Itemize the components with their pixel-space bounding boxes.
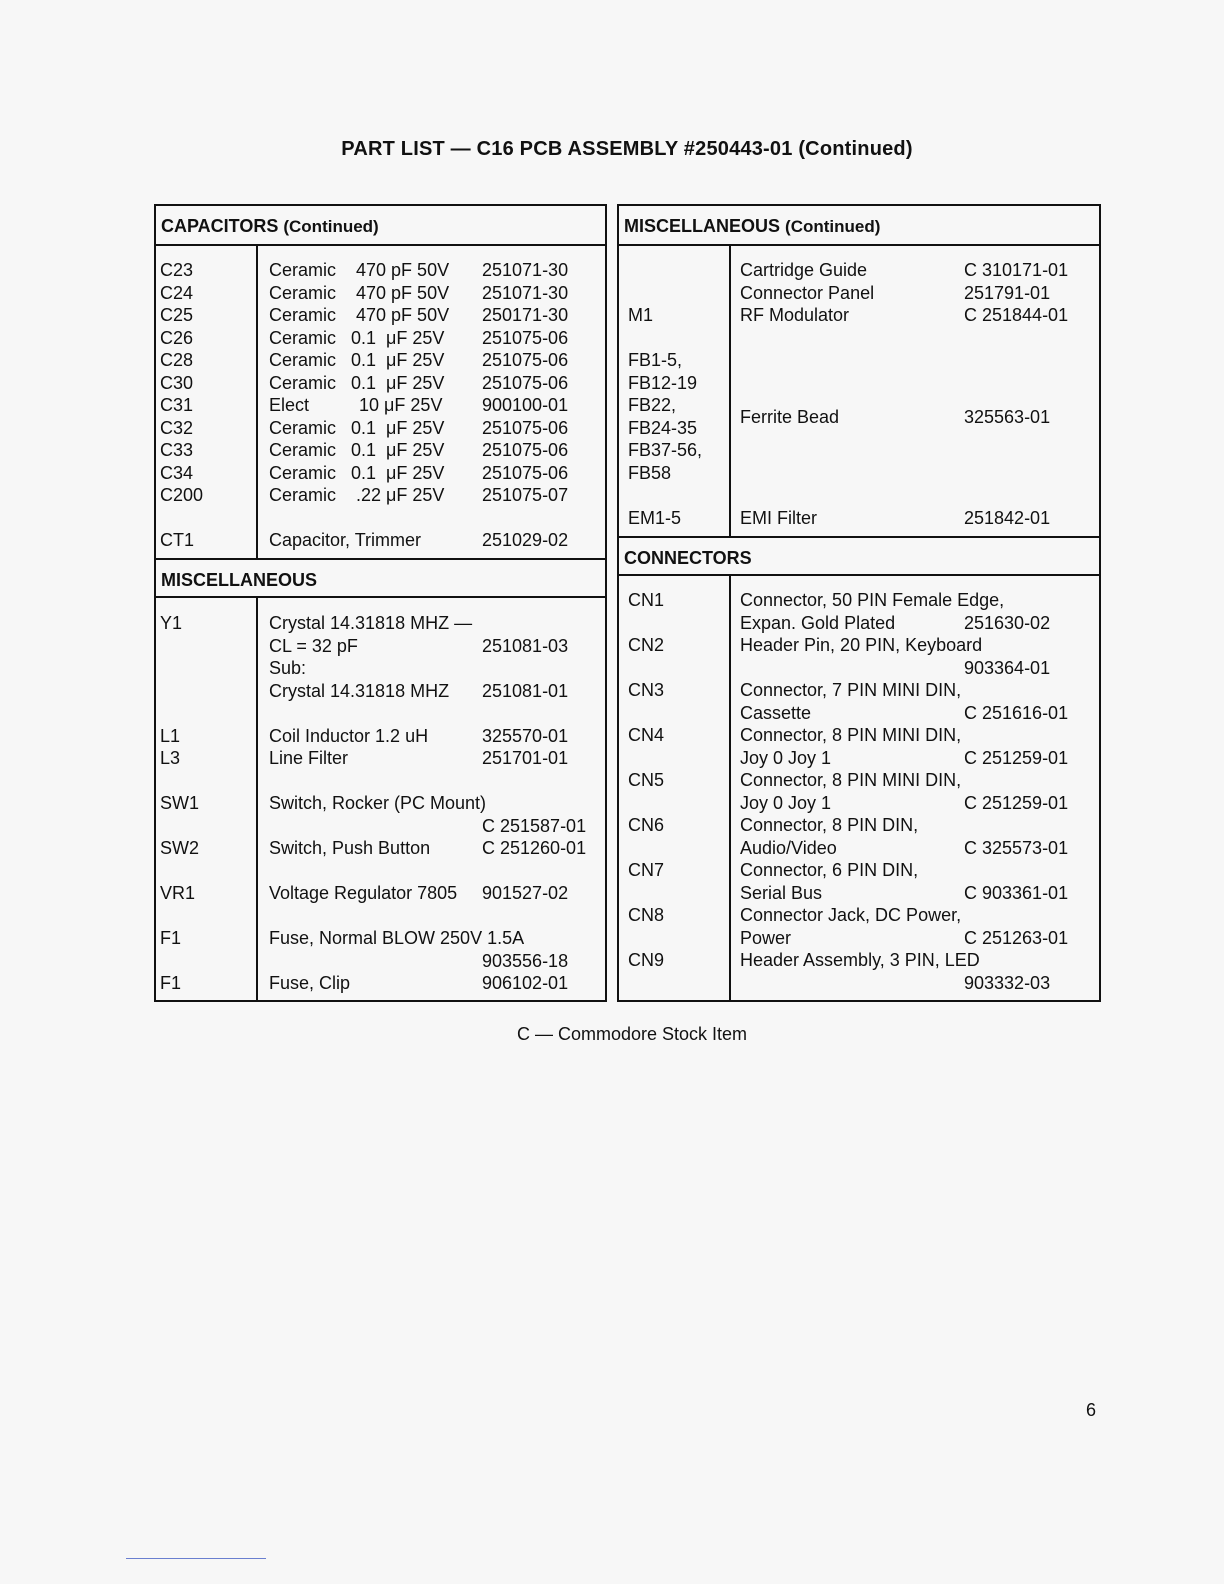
table-row-desc: Connector Panel	[740, 282, 875, 303]
column-divider	[729, 576, 731, 1000]
table-row-desc: Ceramic 0.1 μF 25V	[269, 327, 445, 348]
table-row-part: 251071-30	[482, 282, 569, 303]
table-row-part: 251075-06	[482, 327, 569, 348]
table-row-part: C 325573-01	[964, 837, 1069, 858]
table-row-desc: CL = 32 pF	[269, 635, 358, 656]
table-row-desc: Connector, 8 PIN MINI DIN,	[740, 770, 962, 790]
table-row-desc: Connector, 6 PIN DIN,	[740, 860, 919, 880]
table-row-part: 900100-01	[482, 395, 569, 415]
table-row-part: 251842-01	[964, 507, 1051, 528]
table-row-ref: FB24-35	[628, 417, 698, 438]
table-row-part: 251081-01	[482, 680, 569, 701]
edge-divider	[126, 1558, 266, 1559]
table-row-ref: SW1	[160, 793, 200, 813]
table-row-part: C 251844-01	[964, 305, 1069, 325]
table-row-desc: Audio/Video	[740, 837, 837, 858]
table-row-desc: Crystal 14.31818 MHZ	[269, 680, 450, 701]
table-row-desc: Ceramic 0.1 μF 25V	[269, 462, 445, 483]
table-row-part: 901527-02	[482, 883, 569, 903]
connectors-heading: CONNECTORS	[624, 548, 752, 568]
table-row-ref: M1	[628, 305, 654, 325]
table-row-ref: CN2	[628, 635, 665, 655]
table-row-part: 251075-06	[482, 440, 569, 460]
column-divider	[256, 598, 258, 1000]
table-row-part: C 251616-01	[964, 702, 1069, 723]
table-row-desc: Voltage Regulator 7805	[269, 883, 458, 903]
table-row-ref: CT1	[160, 530, 195, 550]
table-row-part: 250171-30	[482, 305, 569, 325]
table-row-desc: Ceramic 0.1 μF 25V	[269, 372, 445, 393]
table-row-ref: CN7	[628, 860, 665, 880]
table-row-desc: Cassette	[740, 702, 812, 723]
left-parts-table	[154, 204, 607, 1002]
table-row-part: C 310171-01	[964, 260, 1069, 280]
table-row-part: C 251587-01	[482, 815, 587, 836]
table-row-desc: Ceramic .22 μF 25V	[269, 485, 445, 505]
misc-continued-heading: MISCELLANEOUS	[624, 216, 781, 236]
table-row-part: 325570-01	[482, 725, 569, 746]
table-row-ref: C200	[160, 485, 204, 505]
table-row-part: C 903361-01	[964, 882, 1069, 903]
table-row-part: 251075-06	[482, 350, 569, 370]
table-row-part: C 251263-01	[964, 927, 1069, 948]
table-row-ref: CN1	[628, 590, 665, 610]
table-row-desc: Header Pin, 20 PIN, Keyboard	[740, 635, 983, 655]
table-row-desc: Ceramic 0.1 μF 25V	[269, 417, 445, 438]
right-parts-table	[617, 204, 1101, 1002]
misc-continued-header	[619, 206, 1099, 246]
table-row-ref: C24	[160, 282, 194, 303]
column-divider	[256, 246, 258, 560]
table-row-desc: Coil Inductor 1.2 uH	[269, 725, 429, 746]
table-row-desc: Ceramic 470 pF 50V	[269, 260, 450, 280]
table-row-part: 251791-01	[964, 282, 1051, 303]
misc-continued-heading-note: (Continued)	[785, 217, 881, 236]
table-row-ref: FB37-56,	[628, 440, 703, 460]
table-row-ref: C26	[160, 327, 194, 348]
capacitors-header	[156, 206, 605, 246]
table-row-desc: EMI Filter	[740, 507, 818, 528]
table-row-ref: CN6	[628, 815, 665, 835]
table-row-ref: F1	[160, 928, 182, 948]
table-row-desc: Ceramic 0.1 μF 25V	[269, 350, 445, 370]
table-row-ref: FB22,	[628, 395, 677, 415]
table-row-ref: CN4	[628, 725, 665, 745]
capacitors-heading-note: (Continued)	[283, 217, 379, 236]
table-row-desc: Capacitor, Trimmer	[269, 530, 422, 550]
table-row-desc: Power	[740, 927, 792, 948]
table-row-ref: F1	[160, 973, 182, 993]
table-row-desc: Ceramic 470 pF 50V	[269, 305, 450, 325]
table-row-ref: C32	[160, 417, 194, 438]
table-row-part: C 251259-01	[964, 747, 1069, 768]
table-row-desc: Fuse, Normal BLOW 250V 1.5A	[269, 928, 525, 948]
capacitors-heading: CAPACITORS	[161, 216, 279, 236]
table-row-part: C 251260-01	[482, 838, 587, 858]
table-row-part: 903364-01	[964, 657, 1051, 678]
table-row-part: 906102-01	[482, 973, 569, 993]
table-row-part: 251075-06	[482, 372, 569, 393]
page-title: PART LIST — C16 PCB ASSEMBLY #250443-01 (Continued)	[341, 138, 913, 160]
table-row-ref: FB12-19	[628, 372, 698, 393]
table-row-part: 251071-30	[482, 260, 569, 280]
table-row-part: 251029-02	[482, 530, 569, 550]
miscellaneous-heading: MISCELLANEOUS	[161, 570, 318, 590]
table-row-desc: Crystal 14.31818 MHZ —	[269, 613, 473, 633]
ferrite-bead-part: 325563-01	[964, 407, 1051, 427]
table-row-ref: CN3	[628, 680, 665, 700]
table-row-desc: Serial Bus	[740, 882, 823, 903]
table-row-ref: SW2	[160, 838, 200, 858]
footnote: C — Commodore Stock Item	[516, 1024, 748, 1044]
table-row-ref: FB1-5,	[628, 350, 683, 370]
table-row-desc: Joy 0 Joy 1	[740, 747, 832, 768]
table-row-desc: Cartridge Guide	[740, 260, 868, 280]
table-row-ref: C31	[160, 395, 194, 415]
table-row-ref: FB58	[628, 462, 672, 483]
table-row-desc: Connector, 8 PIN DIN,	[740, 815, 919, 835]
table-row-desc: Connector Jack, DC Power,	[740, 905, 962, 925]
ferrite-bead-desc: Ferrite Bead	[740, 407, 840, 427]
table-row-ref: Y1	[160, 613, 183, 633]
table-row-part: C 251259-01	[964, 792, 1069, 813]
table-row-desc: Elect 10 μF 25V	[269, 395, 443, 415]
table-row-ref: C28	[160, 350, 194, 370]
table-row-ref: C30	[160, 372, 194, 393]
table-row-ref: EM1-5	[628, 507, 682, 528]
table-row-ref: L3	[160, 748, 181, 768]
table-row-desc: Expan. Gold Plated	[740, 612, 896, 633]
page-number: 6	[1086, 1400, 1097, 1420]
table-row-ref: CN8	[628, 905, 665, 925]
table-row-desc: Joy 0 Joy 1	[740, 792, 832, 813]
table-row-ref: CN5	[628, 770, 665, 790]
table-row-part: 251081-03	[482, 635, 569, 656]
table-row-desc: Connector, 50 PIN Female Edge,	[740, 590, 1005, 610]
table-row-ref: C33	[160, 440, 194, 460]
table-row-ref: C34	[160, 462, 194, 483]
table-row-ref: CN9	[628, 950, 665, 970]
table-row-part: 903556-18	[482, 950, 569, 971]
table-row-part: 251075-07	[482, 485, 569, 505]
column-divider	[729, 246, 731, 536]
table-row-ref: VR1	[160, 883, 196, 903]
miscellaneous-header	[156, 558, 605, 598]
table-row-desc: Connector, 8 PIN MINI DIN,	[740, 725, 962, 745]
table-row-desc: Switch, Push Button	[269, 838, 431, 858]
table-row-desc: RF Modulator	[740, 305, 850, 325]
table-row-desc: Ceramic 0.1 μF 25V	[269, 440, 445, 460]
table-row-ref: C25	[160, 305, 194, 325]
table-row-desc: Fuse, Clip	[269, 973, 351, 993]
table-row-part: 251075-06	[482, 417, 569, 438]
table-row-part: 903332-03	[964, 972, 1051, 993]
table-row-desc: Line Filter	[269, 748, 349, 768]
table-row-ref: C23	[160, 260, 194, 280]
table-row-desc: Sub:	[269, 658, 307, 678]
table-row-desc: Connector, 7 PIN MINI DIN,	[740, 680, 962, 700]
table-row-ref: L1	[160, 725, 181, 746]
table-row-part: 251075-06	[482, 462, 569, 483]
connectors-header	[619, 536, 1099, 576]
table-row-part: 251630-02	[964, 612, 1051, 633]
table-row-desc: Switch, Rocker (PC Mount)	[269, 793, 487, 813]
table-row-desc: Ceramic 470 pF 50V	[269, 282, 450, 303]
table-row-desc: Header Assembly, 3 PIN, LED	[740, 950, 980, 970]
table-row-part: 251701-01	[482, 748, 569, 768]
